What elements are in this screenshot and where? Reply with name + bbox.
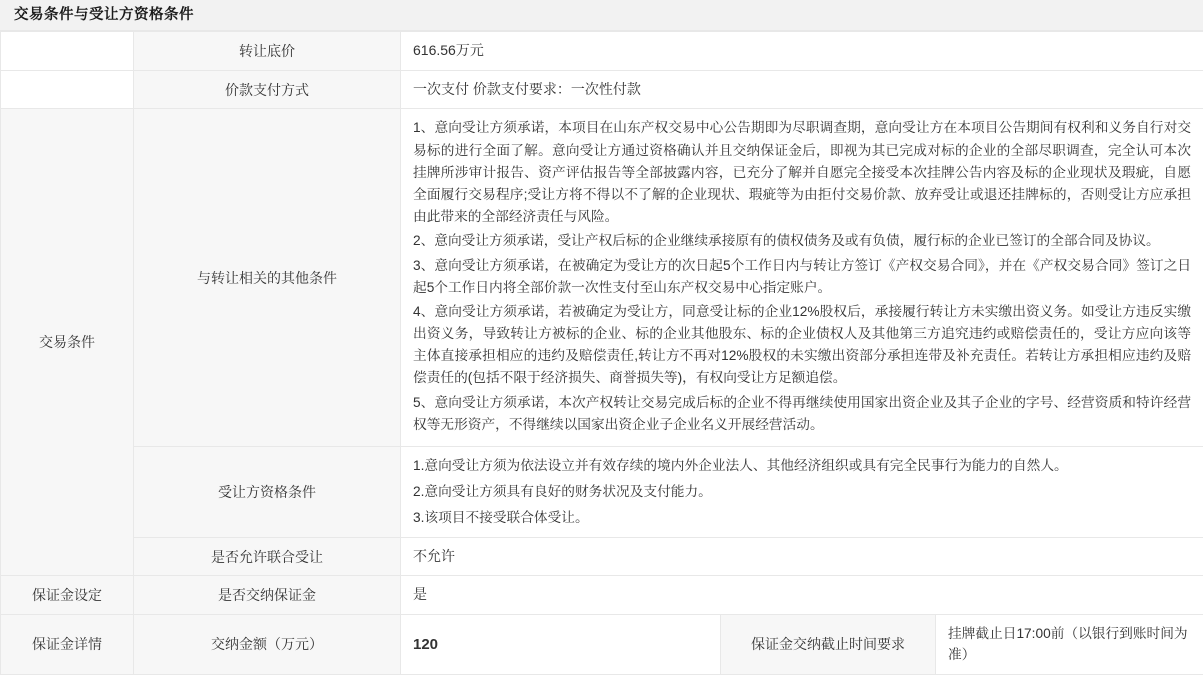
label-qualification: 受让方资格条件 <box>134 447 401 538</box>
value-payment-method: 一次支付 价款支付要求：一次性付款 <box>401 70 1203 109</box>
table-row-payment-method <box>1 70 1203 109</box>
table-row-deposit-detail <box>1 615 1203 674</box>
qualification-paragraph: 3.该项目不接受联合体受让。 <box>413 509 589 525</box>
table-row-joint-transfer <box>1 537 1203 576</box>
label-joint-transfer: 是否允许联合受让 <box>134 537 401 576</box>
group-label-deposit-setting: 保证金设定 <box>1 576 134 615</box>
page-title: 交易条件与受让方资格条件 <box>0 0 1203 31</box>
qualification-paragraph: 1.意向受让方须为依法设立并有效存续的境内外企业法人、其他经济组织或具有完全民事行为能力的自然人。 <box>413 458 1068 473</box>
group-label-deposit-detail: 保证金详情 <box>1 615 134 674</box>
label-base-price: 转让底价 <box>134 32 401 71</box>
label-payment-method: 价款支付方式 <box>134 70 401 109</box>
empty-group-cell <box>1 70 134 109</box>
table-row-base-price <box>1 32 1203 71</box>
value-joint-transfer: 不允许 <box>401 537 1203 576</box>
value-base-price: 616.56万元 <box>401 32 1203 71</box>
value-qualification <box>401 447 1203 538</box>
value-other-conditions <box>401 109 1203 447</box>
table-row-qualification <box>1 447 1203 538</box>
value-deposit-deadline: 挂牌截止日17:00前（以银行到账时间为准） <box>936 615 1203 674</box>
empty-group-cell <box>1 32 134 71</box>
terms-table <box>0 31 1203 675</box>
label-deposit-deadline: 保证金交纳截止时间要求 <box>721 615 936 674</box>
label-deposit-amount: 交纳金额（万元） <box>134 615 401 674</box>
label-other-conditions: 与转让相关的其他条件 <box>134 109 401 447</box>
label-deposit-required: 是否交纳保证金 <box>134 576 401 615</box>
term-paragraph: 1、意向受让方须承诺，本项目在山东产权交易中心公告期即为尽职调查期，意向受让方在本项目公告期间有权利和义务自行对交易标的进行全面了解。意向受让方通过资格确认并且交纳保证金后，即视为其已完成对标的企业的全部尽职调查，完全认可本次挂牌所涉审计报告、资产评估报告等全部披露内容，已充分了解并自愿完全接受本次挂牌公告内容及标的企业现状及瑕疵，自愿全面履行交易程序;受让方将不得以不了解的企业现状、瑕疵等为由拒付交易价款、放弃受让或退还挂牌标的，否则受让方应承担由此带来的全部经济责任与风险。 <box>413 120 1192 225</box>
term-paragraph: 3、意向受让方须承诺，在被确定为受让方的次日起5个工作日内与转让方签订《产权交易合同》，并在《产权交易合同》签订之日起5个工作日内将全部价款一次性支付至山东产权交易中心指定账户。 <box>413 257 1192 295</box>
value-deposit-amount: 120 <box>401 615 721 674</box>
term-paragraph: 5、意向受让方须承诺，本次产权转让交易完成后标的企业不得再继续使用国家出资企业及其子企业的字号、经营资质和特许经营权等无形资产，不得继续以国家出资企业子企业名义开展经营活动。 <box>413 394 1192 432</box>
qualification-paragraph: 2.意向受让方须具有良好的财务状况及支付能力。 <box>413 483 712 499</box>
group-label-trade-conditions: 交易条件 <box>1 109 134 576</box>
term-paragraph: 2、意向受让方须承诺，受让产权后标的企业继续承接原有的债权债务及或有负债，履行标的企业已签订的全部合同及协议。 <box>413 233 1160 249</box>
table-row-deposit-setting <box>1 576 1203 615</box>
value-deposit-required: 是 <box>401 576 1203 615</box>
table-row-trade-conditions <box>1 109 1203 447</box>
term-paragraph: 4、意向受让方须承诺，若被确定为受让方，同意受让标的企业12%股权后，承接履行转让方未实缴出资义务。如受让方违反实缴出资义务，导致转让方被标的企业、标的企业其他股东、标的企业债权人及其他第三方追究违约或赔偿责任的，受让方应向该等主体直接承担相应的违约及赔偿责任,转让方不再对12%股权的未实缴出资部分承担连带及补充责任。若转让方承担相应违约及赔偿责任的(包括不限于经济损失、商誉损失等)，有权向受让方足额追偿。 <box>413 303 1192 386</box>
